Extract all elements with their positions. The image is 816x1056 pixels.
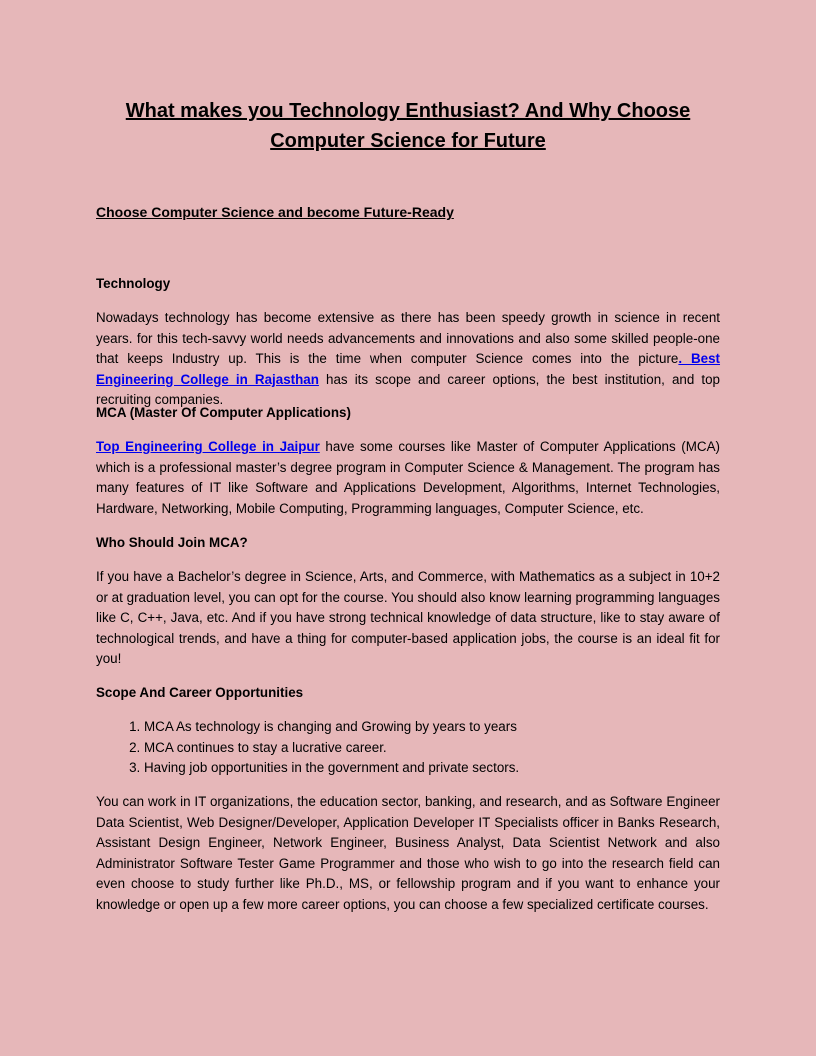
who-heading: Who Should Join MCA? (96, 535, 248, 550)
who-paragraph: If you have a Bachelor’s degree in Science, Arts, and Commerce, with Mathematics as a subject in 10+2 or at graduation level, you can opt for the course. You should also know learning programming languages like C, C++, Java, etc. And if you have strong technical knowledge of data structure, like to stay aware of technological trends, and have a thing for computer-based application jobs, the course is an ideal fit for you! (96, 569, 720, 667)
scope-list (96, 717, 768, 779)
mca-text: have some courses like Master of Computer Applications (MCA) which is a professional master’s degree program in Computer Science & Management. The program has many features of IT like Software and Applications Development, Algorithms, Internet Technologies, Hardware, Networking, Mobile Computing, Programming languages, Computer Science, etc. (96, 439, 720, 516)
mca-heading: MCA (Master Of Computer Applications) (96, 405, 351, 420)
best-engineering-college-link[interactable]: . Best Engineering College in Rajasthan (96, 351, 721, 387)
page-subtitle: Choose Computer Science and become Future-Ready (96, 204, 454, 220)
list-item: 2. MCA continues to stay a lucrative career. (144, 738, 768, 759)
technology-text-after: has its scope and career options, the best institution, and top recruiting companies. (96, 371, 720, 408)
list-item: 1. MCA As technology is changing and Growing by years to years (144, 717, 768, 738)
top-engineering-college-link[interactable]: Top Engineering College in Jaipur (96, 439, 320, 454)
page-title: What makes you Technology Enthusiast? And Why Choose Computer Science for Future (125, 100, 691, 152)
scope-heading: Scope And Career Opportunities (96, 685, 304, 700)
mca-paragraph (96, 437, 720, 519)
list-item: 3. Having job opportunities in the government and private sectors. (144, 758, 768, 779)
technology-paragraph (96, 308, 720, 411)
technology-text: Nowadays technology has become extensive as there has been speedy growth in science in recent years. for this tech-savvy world needs advancements and innovations and also some skilled people-one that keeps Industry up. This is the time when computer Science comes into the picture (96, 310, 720, 367)
technology-heading: Technology (96, 276, 171, 291)
scope-paragraph: You can work in IT organizations, the education sector, banking, and research, and as Software Engineer Data Scientist, Web Designer/Developer, Application Developer IT Specialists officer in Banks Research, Assistant Design Engineer, Network Engineer, Business Analyst, Data Scientist Network and also Administrator Software Tester Game Programmer and those who wish to go into the research field can even choose to study further like Ph.D., MS, or fellowship program and if you want to enhance your knowledge or open up a few more career options, you can choose a few specialized certificate courses. (96, 794, 720, 912)
